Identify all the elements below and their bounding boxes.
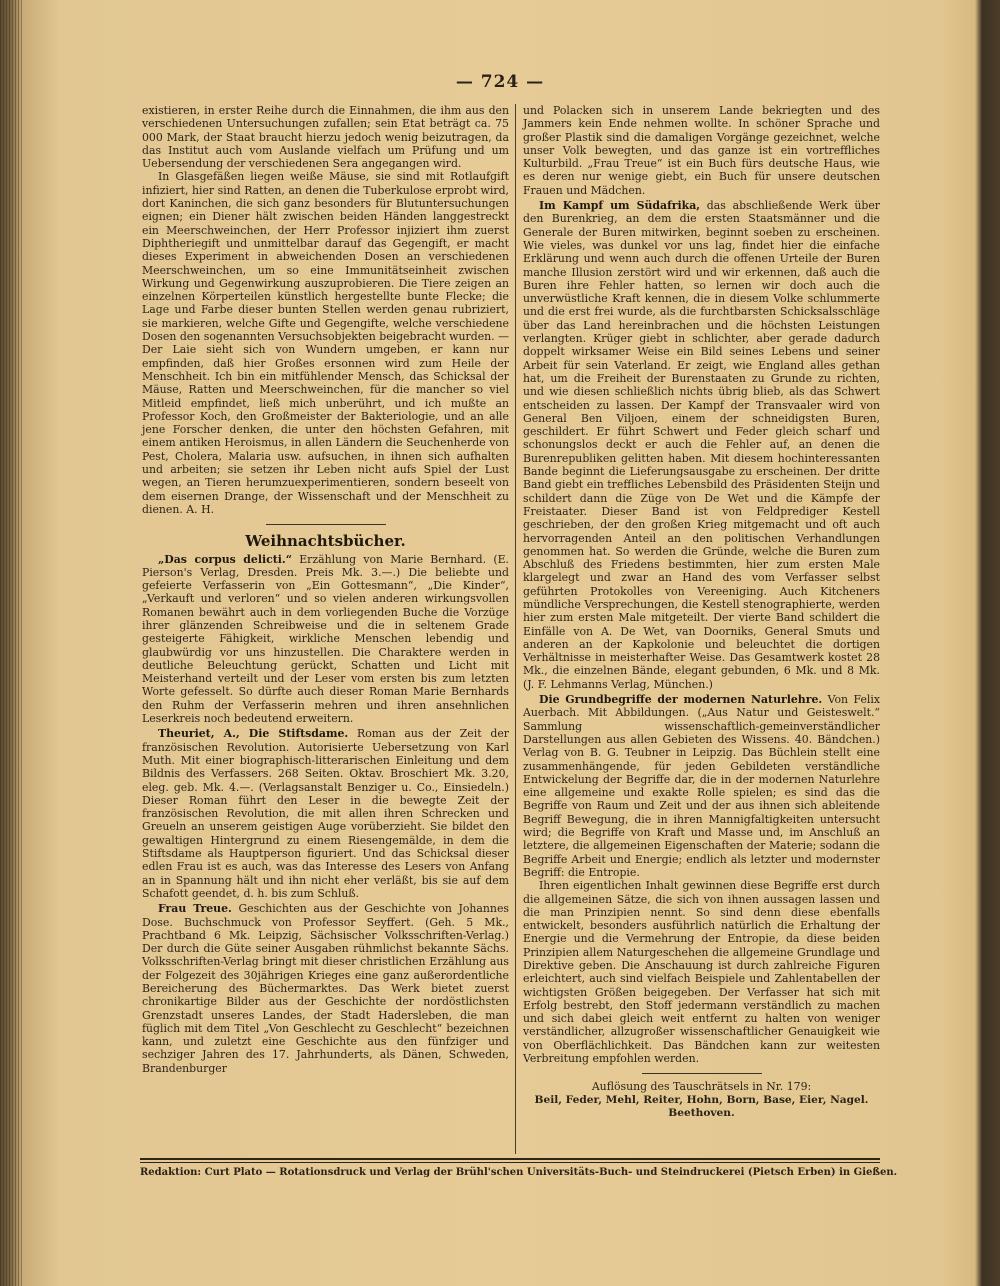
section-divider bbox=[642, 1073, 762, 1074]
footer-rule bbox=[140, 1162, 880, 1163]
book-review-text: Roman aus der Zeit der französischen Revolution. Autorisierte Uebersetzung von Karl Muth. Mit einer biographisch-litterarischen Einleitung und dem Bildnis des Verfassers. 268 Seiten. Oktav. Broschiert Mk. 3.20, eleg. geb. Mk. 4.—. (Verlagsanstalt Benziger u. Co., Einsiedeln.) Dieser Roman führt den Leser in die bewegte Zeit der französischen Revolution, die mit allen ihren Schrecken und Greueln an unserem geistigen Auge vorüberzieht. Sie bildet den gewaltigen Hintergrund zu einem Riesengemälde, in dem die Stiftsdame als Hauptperson figuriert. Und das Schicksal dieser edlen Frau ist es auch, was das Interesse des Lesers von Anfang an in Spannung hält und ihn nicht eher verläßt, bis sie auf dem Schafott geendet, d. h. bis zum Schluß. bbox=[142, 727, 509, 900]
book-review-entry bbox=[142, 727, 509, 900]
book-title: Theuriet, A., Die Stiftsdame. bbox=[158, 727, 349, 741]
book-review-entry bbox=[523, 199, 880, 691]
article-paragraph: existieren, in erster Reihe durch die Einnahmen, die ihm aus den verschiedenen Untersuchungen zufallen; sein Etat beträgt ca. 75 000 Mark, der Staat braucht hierzu jedoch wenig beizutragen, da das Institut auch vom Auslande vielfach um Prüfung und um Uebersendung der verschiedenen Sera angegangen wird. bbox=[142, 104, 509, 171]
book-review-entry bbox=[523, 693, 880, 879]
puzzle-solution-words: Beil, Feder, Mehl, Reiter, Hohn, Born, Base, Eier, Nagel. bbox=[534, 1093, 869, 1106]
book-review-text: Erzählung von Marie Bernhard. (E. Pierson's Verlag, Dresden. Preis Mk. 3.—.) Die beliebte und gefeierte Verfasserin von „Ein Gottesmann“, „Die Kinder“, „Verkauft und verloren“ und so vielen anderen wirkungsvollen Romanen bewährt auch in dem vorliegenden Buche die Vorzüge ihrer glänzenden Schreibweise und die in seltenem Grade gesteigerte Fähigkeit, wirkliche Menschen lebendig und glaubwürdig vor uns hinzustellen. Die Charaktere werden in deutliche Beleuchtung gerückt, Schatten und Licht mit Meisterhand verteilt und der Leser vom ersten bis zum letzten Worte gefesselt. So dürfte auch dieser Roman Marie Bernhards den Ruhm der Verfasserin mehren und ihren ansehnlichen Leserkreis noch bedeutend erweitern. bbox=[142, 552, 509, 726]
footer-rule bbox=[140, 1158, 880, 1160]
imprint-footer: Redaktion: Curt Plato — Rotationsdruck und Verlag der Brühl'schen Universitäts-Buch- und Steindruckerei (Pietsch Erben) in Gießen. bbox=[140, 1167, 898, 1178]
book-title: Frau Treue. bbox=[158, 902, 232, 916]
book-review-entry bbox=[142, 553, 509, 726]
book-review-text: das abschließende Werk über den Burenkrieg, an dem die ersten Staatsmänner und die Generale der Buren mitwirken, beginnt soeben zu erscheinen. Wie vieles, was dunkel vor uns lag, findet hier die einfache Erklärung und wenn auch durch die offenen Urteile der Buren manche Illusion zerstört wird und wir erkennen, daß auch die Buren ihre Fehler hatten, so lernen wir doch auch die unverwüstliche Kraft kennen, die in diesem Volke schlummerte und die erst frei wurde, als die furchtbarsten Schicksalsschläge über das Land hereinbrachen und die höchsten Leistungen verlangten. Krüger giebt in schlichter, aber gerade dadurch doppelt wirksamer Weise ein Bild seines Lebens und seiner Arbeit für sein Vaterland. Er zeigt, wie England alles gethan hat, um die Freiheit der Burenstaaten zu Grunde zu richten, und wie diesen schließlich nichts übrig blieb, als das Schwert entscheiden zu lassen. Der Kampf der Transvaaler wird von General Ben Viljoen, einem der schneidigsten Buren, geschildert. Er führt Schwert und Feder gleich scharf und schonungslos deckt er auch die Fehler auf, an denen die Burenrepubliken gelitten haben. Mit diesem hochinteressanten Bande beginnt die Lieferungsausgabe zu erscheinen. Der dritte Band giebt ein treffliches Lebensbild des Präsidenten Steijn und schildert dann die Züge von De Wet und die Kämpfe der Freistaater. Dieser Band ist von Feldprediger Kestell geschrieben, der den großen Krieg mitgemacht und oft auch hervorragenden Anteil an den politischen Verhandlungen genommen hat. So werden die Gründe, welche die Buren zum Abschluß des Friedens bestimmten, hier zum ersten Male klargelegt und zwar an Hand des vom Verfasser selbst geführten Protokolles von Vereeniging. Auch Kitcheners mündliche Versprechungen, die Kestell stenographierte, werden hier zum ersten Male mitgeteilt. Der vierte Band schildert die Einfälle von A. De Wet, van Doorniks, General Smuts und anderen an der Kapkolonie und beleuchtet die dortigen Verhältnisse in meisterhafter Weise. Das Gesamtwerk kostet 28 Mk., die einzelnen Bände, elegant gebunden, 6 Mk. und 8 Mk. (J. F. Lehmanns Verlag, München.) bbox=[523, 199, 881, 691]
binding-fold bbox=[0, 0, 22, 1286]
column-divider bbox=[515, 104, 516, 1154]
section-divider bbox=[266, 524, 386, 525]
article-paragraph: und Polacken sich in unserem Lande bekriegten und des Jammers kein Ende nehmen wollte. In schöner Sprache und großer Plastik sind die damaligen Vorgänge gezeichnet, welche unser Volk bewegten, und das ganze ist ein vortreffliches Kulturbild. „Frau Treue“ ist ein Buch fürs deutsche Haus, wie es deren nur wenige giebt, ein Buch für unsere deutschen Frauen und Mädchen. bbox=[523, 104, 880, 197]
book-title: „Das corpus delicti.“ bbox=[158, 552, 292, 566]
page-number: — 724 — bbox=[455, 72, 545, 92]
book-title: Die Grundbegriffe der modernen Naturlehre. bbox=[539, 693, 823, 707]
puzzle-solution-heading: Auflösung des Tauschrätsels in Nr. 179: bbox=[591, 1080, 812, 1094]
puzzle-solution-answer: Beethoven. bbox=[668, 1106, 735, 1119]
article-paragraph: Ihren eigentlichen Inhalt gewinnen diese Begriffe erst durch die allgemeinen Sätze, die sich von ihnen aussagen lassen und die man Prinzipien nennt. So sind denn diese ebenfalls entwickelt, besonders ausführlich natürlich die Erhaltung der Energie und die Vermehrung der Entropie, da diese beiden Prinzipien allem Naturgeschehen die allgemeine Grundlage und Direktive geben. Die Anschauung ist durch zahlreiche Figuren erleichtert, auch sind vielfach Beispiele und Zahlentabellen der wichtigsten Größen beigegeben. Der Verfasser hat sich mit Erfolg bestrebt, den Stoff jedermann verständlich zu machen und sich dabei gleich weit entfernt zu halten von weniger verständlicher, allzugroßer wissenschaftlicher Genauigkeit wie von Oberflächlichkeit. Das Bändchen kann zur weitesten Verbreitung empfohlen werden. bbox=[523, 879, 880, 1066]
article-paragraph: In Glasgefäßen liegen weiße Mäuse, sie sind mit Rotlaufgift infiziert, hier sind Ratten, an denen die Tuberkulose erprobt wird, dort Kaninchen, die sich ganz besonders für Blutuntersuchungen eignen; ein Diener hält zwischen beiden Händen langgestreckt ein Meerschweinchen, der Herr Professor injiziert ihm zuerst Diphtheriegift und unmittelbar darauf das Gegengift, er macht dieses Experiment in abweichenden Dosen an verschiedenen Meerschweinchen, um so eine Immunitätseinheit zwischen Wirkung und Gegenwirkung auszuprobieren. Die Tiere zeigen an einzelnen Körperteilen künstlich hergestellte bunte Flecke; die Lage und Farbe dieser bunten Stellen werden genau rubriziert, sie markieren, welche Gifte und Gegengifte, welche verschiedene Dosen den sogenannten Versuchsobjekten beigebracht wurden. — Der Laie sieht sich von Wundern umgeben, er kann nur empfinden, daß hier Großes ersonnen wird zum Heile der Menschheit. Ich bin ein mitfühlender Mensch, das Schicksal der Mäuse, Ratten und Meerschweinchen, für die mancher so viel Mitleid empfindet, ließ mich unberührt, und ich mußte an Professor Koch, den Großmeister der Bakteriologie, und an alle jene Forscher denken, die unter den höchsten Gefahren, mit einem antiken Heroismus, in allen Ländern die Seuchenherde von Pest, Cholera, Malaria usw. aufsuchen, in ihnen sich aufhalten und arbeiten; sie setzen ihr Leben nicht aufs Spiel der Lust wegen, an Tieren herumzuexperimentieren, sondern beseelt von dem eisernen Drange, der Wissenschaft und der Menschheit zu dienen. A. H. bbox=[142, 170, 509, 516]
right-column bbox=[523, 104, 880, 1120]
book-review-text: Geschichten aus der Geschichte von Johannes Dose. Buchschmuck von Professor Seyffert. (Geh. 5 Mk., Prachtband 6 Mk. Leipzig, Sächsischer Volksschriften-Verlag.) Der durch die Güte seiner Ausgaben rühmlichst bekannte Sächs. Volksschriften-Verlag bringt mit dieser christlichen Erzählung aus der Folgezeit des 30jährigen Krieges eine ganz außerordentliche Bereicherung des Büchermarktes. Das Werk bietet zuerst chronikartige Bilder aus der Geschichte der nordöstlichsten Grenzstadt unseres Landes, der Stadt Hadersleben, die man füglich mit dem Titel „Von Geschlecht zu Geschlecht“ bezeichnen kann, und zuletzt eine Geschichte aus den fünfziger und sechziger Jahren des 17. Jahrhunderts, als Dänen, Schweden, Brandenburger bbox=[142, 902, 509, 1075]
left-column bbox=[142, 104, 509, 1075]
section-heading: Weihnachtsbücher. bbox=[245, 532, 406, 551]
book-review-text: Von Felix Auerbach. Mit Abbildungen. („Aus Natur und Geisteswelt.“ Sammlung wissenschaftlich-gemeinverständlicher Darstellungen aus allen Gebieten des Wissens. 40. Bändchen.) Verlag von B. G. Teubner in Leipzig. Das Büchlein stellt eine zusammenhängende, für jeden Gebildeten verständliche Entwickelung der Begriffe dar, die in der modernen Naturlehre eine allgemeine und exakte Rolle spielen; es sind das die Begriffe von Raum und Zeit und der aus ihnen sich ableitende Begriff Bewegung, die in ihren Mannigfaltigkeiten untersucht wird; die Begriffe von Kraft und Masse und, im Anschluß an letztere, die allgemeinen Eigenschaften der Materie; sodann die Begriffe Arbeit und Energie; endlich als letzter und modernster Begriff: die Entropie. bbox=[523, 693, 880, 879]
book-title: Im Kampf um Südafrika, bbox=[539, 199, 701, 213]
book-review-entry bbox=[142, 902, 509, 1075]
